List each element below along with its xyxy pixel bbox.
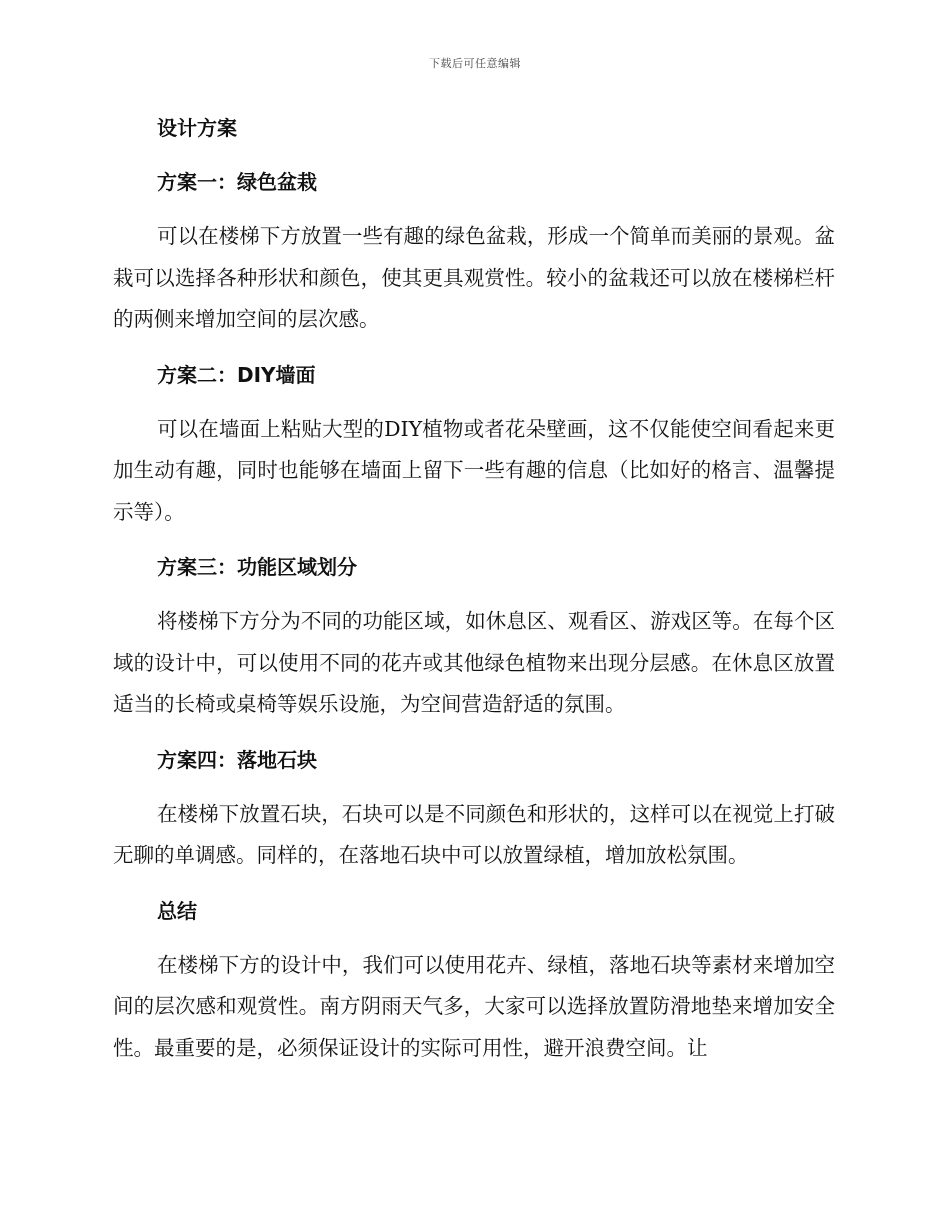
- section-heading-3: 方案三：功能区域划分: [157, 555, 357, 579]
- page-header: 下载后可任意编辑: [429, 57, 521, 70]
- section-heading-1: 方案一：绿色盆栽: [157, 170, 317, 194]
- section-heading-4: 方案四：落地石块: [157, 747, 317, 772]
- summary-heading: 总结: [157, 898, 197, 923]
- section-body-3: 将楼梯下方分为不同的功能区域，如休息区、观看区、游戏区等。在每个区域的设计中，可以使用不同的花卉或其他绿色植物来出现分层感。在休息区放置适当的长椅或桌椅等娱乐设施，为空间营造舒适的氛围。: [113, 609, 835, 716]
- summary-body: 在楼梯下方的设计中，我们可以使用花卉、绿植，落地石块等素材来增加空间的层次感和观赏性。南方阴雨天气多，大家可以选择放置防滑地垫来增加安全性。最重要的是，必须保证设计的实际可用性，避开浪费空间。让: [113, 952, 835, 1060]
- document-body: [113, 108, 835, 1083]
- section-body-4: 在楼梯下放置石块，石块可以是不同颜色和形状的，这样可以在视觉上打破无聊的单调感。同样的，在落地石块中可以放置绿植，增加放松氛围。: [113, 801, 835, 867]
- section-body-2: 可以在墙面上粘贴大型的DIY植物或者花朵壁画，这不仅能使空间看起来更加生动有趣，同时也能够在墙面上留下一些有趣的信息（比如好的格言、温馨提示等）。: [113, 416, 835, 524]
- main-title: 设计方案: [157, 116, 237, 140]
- section-heading-2: 方案二：DIY墙面: [157, 362, 316, 387]
- section-body-1: 可以在楼梯下方放置一些有趣的绿色盆栽，形成一个简单而美丽的景观。盆栽可以选择各种形状和颜色，使其更具观赏性。较小的盆栽还可以放在楼梯栏杆的两侧来增加空间的层次感。: [113, 224, 835, 331]
